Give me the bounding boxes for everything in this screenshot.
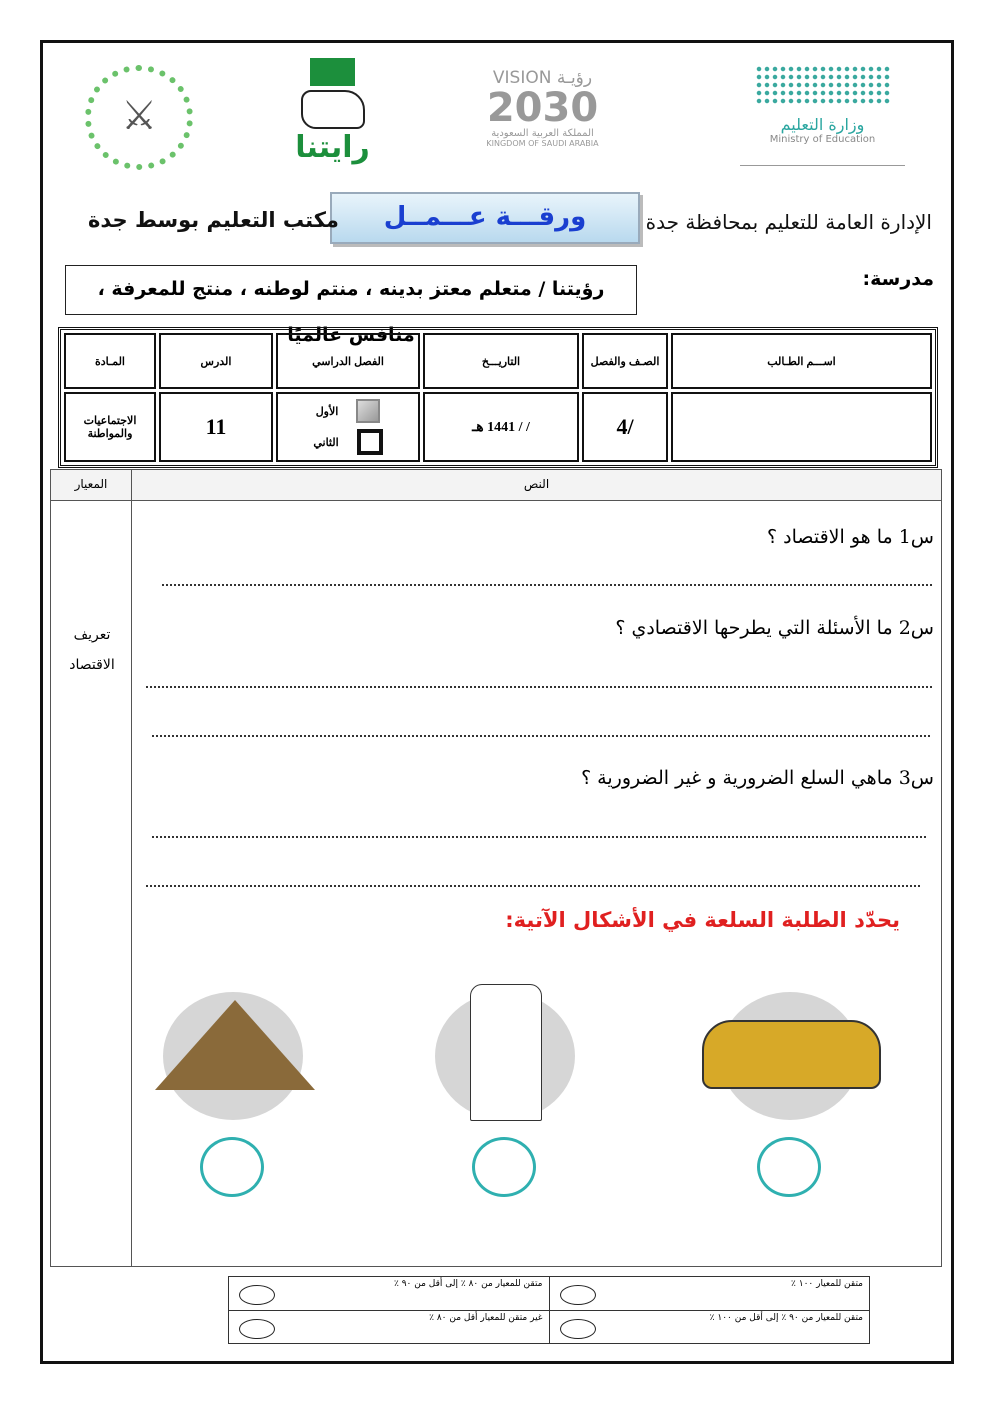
raitna-logo xyxy=(280,58,385,168)
car-image xyxy=(720,992,860,1120)
vision-2030-logo xyxy=(475,68,610,148)
vision-slogan: رؤيتنا / متعلم معتز بدينه ، منتم لوطنه ، منتج للمعرفة ، منافس عالميًا xyxy=(65,265,637,315)
legend-circle[interactable] xyxy=(239,1319,275,1339)
answer-circle[interactable] xyxy=(757,1137,821,1197)
term-second-checkbox[interactable] xyxy=(357,429,383,455)
legend-item xyxy=(549,1310,870,1344)
ministry-name-ar: وزارة التعليم xyxy=(780,115,865,134)
general-administration: الإدارة العامة للتعليم بمحافظة جدة xyxy=(645,210,932,234)
worksheet-title: ورقـــة عـــمــل xyxy=(330,192,640,244)
subject-value: الاجتماعيات والمواطنة xyxy=(64,392,156,462)
student-name-header: اســـم الطـالب xyxy=(671,333,932,389)
legend-circle[interactable] xyxy=(560,1285,596,1305)
term-header: الفصل الدراسي xyxy=(276,333,420,389)
term-second-label: الثاني xyxy=(313,436,339,449)
answer-line[interactable] xyxy=(146,686,932,688)
saudi-emblem-icon: ⚔ xyxy=(85,65,193,170)
term-first-label: الأول xyxy=(315,405,339,418)
term-first-checkbox[interactable] xyxy=(356,399,380,423)
question-3: س3 ماهي السلع الضرورية و غير الضرورية ؟ xyxy=(581,767,934,789)
column-divider xyxy=(131,500,132,1266)
lesson-header: الدرس xyxy=(159,333,273,389)
subject-header: المـادة xyxy=(64,333,156,389)
legend-label: غير متقن للمعيار أقل من ٨٠ ٪ xyxy=(429,1312,543,1323)
legend-item xyxy=(549,1277,870,1311)
mastery-legend xyxy=(228,1276,870,1344)
ministry-name-en: Ministry of Education xyxy=(769,134,876,145)
answer-line[interactable] xyxy=(162,584,932,586)
instruction-text: يحدّد الطلبة السلعة في الأشكال الآتية: xyxy=(505,908,900,932)
school-label: مدرسة: xyxy=(862,268,934,290)
car-icon xyxy=(702,1020,881,1089)
student-info-table xyxy=(58,327,938,468)
answer-line[interactable] xyxy=(152,836,926,838)
legend-label: متقن للمعيار ١٠٠ ٪ xyxy=(791,1279,863,1289)
question-1: س1 ما هو الاقتصاد ؟ xyxy=(767,526,934,548)
legend-label: متقن للمعيار من ٩٠ ٪ إلى أقل من ١٠٠ ٪ xyxy=(709,1312,863,1323)
vision-en: KINGDOM OF SAUDI ARABIA xyxy=(486,139,599,148)
legend-circle[interactable] xyxy=(239,1285,275,1305)
answer-circle[interactable] xyxy=(472,1137,536,1197)
answer-line[interactable] xyxy=(152,735,930,737)
thobe-image xyxy=(435,992,575,1120)
term-options xyxy=(276,392,420,462)
lesson-value: 11 xyxy=(159,392,273,462)
legend-item xyxy=(229,1310,550,1344)
date-header: التاريـــخ xyxy=(423,333,579,389)
grade-header: الصـف والفصل xyxy=(582,333,668,389)
legend-circle[interactable] xyxy=(560,1319,596,1339)
answer-circle[interactable] xyxy=(200,1137,264,1197)
legend-item xyxy=(229,1277,550,1311)
question-2: س2 ما الأسئلة التي يطرحها الاقتصادي ؟ xyxy=(615,617,934,639)
vision-ar: المملكة العربية السعودية xyxy=(491,128,594,139)
ministry-logo xyxy=(740,65,905,166)
criterion-text: تعريف الاقتصاد xyxy=(69,627,115,673)
date-value[interactable]: / / 1441 هـ xyxy=(423,392,579,462)
saudi-flag-icon xyxy=(310,58,355,86)
criterion-header: المعيار xyxy=(51,470,132,501)
mountain-icon xyxy=(155,1000,315,1090)
raitna-text: رايتنا xyxy=(295,130,370,165)
text-header: النص xyxy=(132,470,941,501)
mountain-image xyxy=(163,992,303,1120)
legend-label: متقن للمعيار من ٨٠ ٪ إلى أقل من ٩٠ ٪ xyxy=(394,1279,543,1289)
vision-title: VISION رؤيـة xyxy=(492,68,593,88)
saudi-map-icon xyxy=(301,90,365,129)
thobe-icon xyxy=(470,984,542,1121)
education-office: مكتب التعليم بوسط جدة xyxy=(88,208,339,232)
grade-value[interactable]: /4 xyxy=(582,392,668,462)
vision-year: 2030 xyxy=(486,85,599,131)
student-name-field[interactable] xyxy=(671,392,932,462)
ministry-dots-icon xyxy=(755,65,890,105)
answer-line[interactable] xyxy=(146,885,920,887)
